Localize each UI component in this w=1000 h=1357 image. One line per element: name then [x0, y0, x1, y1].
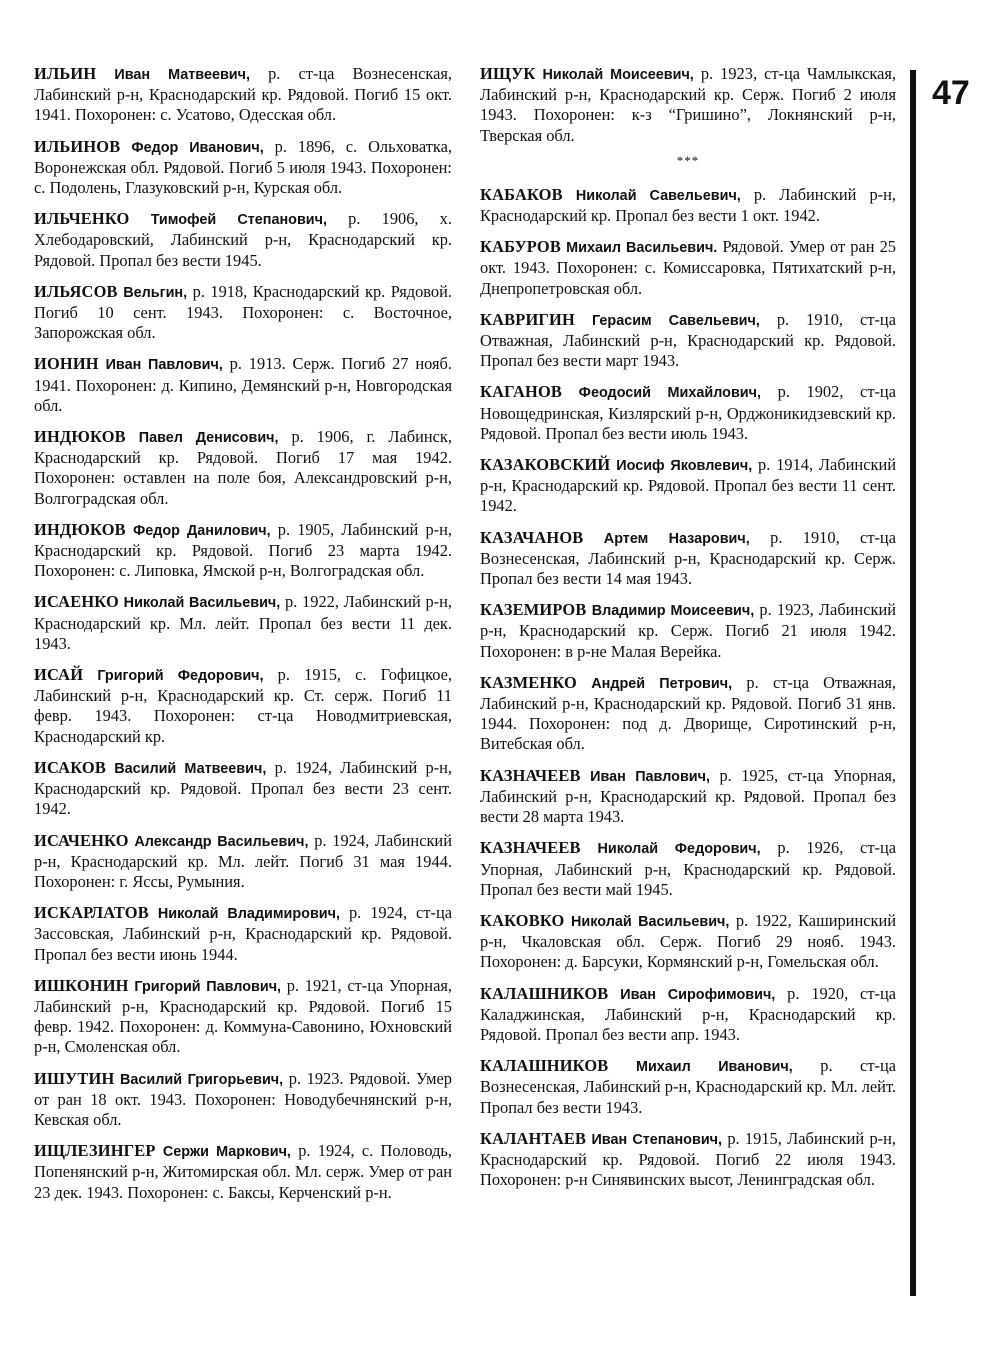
entry-text: р. 1906, х. Хлебодаровский, Лабинский р-н, Краснодарский кр. Рядовой. Пропал без вести 1945. — [34, 209, 452, 270]
entry-surname: ИЛЬЧЕНКО — [34, 209, 130, 229]
entry — [34, 903, 452, 965]
entry-given-name: Николай Федорович, — [597, 841, 761, 858]
entry — [34, 137, 452, 199]
entry — [34, 831, 452, 893]
entry — [480, 911, 896, 973]
entry-given-name: Михаил Васильевич. — [566, 240, 718, 257]
entry-text: р. 1924, Лабинский р-н, Краснодарский кр. Мл. лейт. Погиб 31 мая 1944. Похоронен: г. Яссы, Румыния. — [34, 830, 452, 891]
margin-rule — [910, 70, 916, 1296]
entry-text: р. 1924, Лабинский р-н, Краснодарский кр. Рядовой. Пропал без вести 23 сент. 1942. — [34, 757, 452, 819]
entry-given-name: Артем Назарович, — [603, 530, 750, 547]
entry-surname: КАЗНАЧЕЕВ — [480, 838, 581, 858]
entry-given-name: Федор Данилович, — [132, 522, 271, 539]
entry-text: р. 1918, Краснодарский кр. Рядовой. Погиб 10 сент. 1943. Похоронен: с. Восточное, Запорожская обл. — [34, 281, 452, 343]
entry — [34, 520, 452, 582]
entry-given-name: Павел Денисович, — [138, 430, 279, 447]
entry-surname: ИСАЕНКО — [34, 592, 119, 612]
entry-surname: КАЛАШНИКОВ — [480, 983, 609, 1003]
entry-given-name: Василий Григорьевич, — [120, 1071, 284, 1088]
entry-given-name: Михаил Иванович, — [635, 1059, 793, 1076]
entry — [480, 1056, 896, 1118]
entry-given-name: Николай Васильевич, — [123, 595, 281, 612]
entry — [480, 455, 896, 517]
entry — [34, 427, 452, 509]
entry-text: р. 1910, ст-ца Отважная, Лабинский р-н, Краснодарский кр. Рядовой. Пропал без вести март 1943. — [480, 309, 896, 371]
entry-text: р. 1913. Серж. Погиб 27 нояб. 1941. Похоронен: д. Кипино, Демянский р-н, Новгородская обл. — [34, 354, 452, 415]
entry-surname: ИЛЬИН — [34, 64, 97, 83]
entry-surname: ИСАКОВ — [34, 757, 106, 777]
left-column — [34, 64, 452, 1214]
entry — [34, 354, 452, 416]
entry-text: р. 1921, ст-ца Упорная, Лабинский р-н, Краснодарский кр. Рядовой. Погиб 15 февр. 1942. Похоронен: д. Коммуна-Савонино, Юхновский р-н, Смоленская обл. — [34, 975, 452, 1057]
entry — [34, 976, 452, 1058]
entry-text: р. 1924, с. Половодь, Попенянский р-н, Житомирская обл. Мл. серж. Умер от ран 23 дек. 1943. Похоронен: с. Баксы, Керченский р-н. — [34, 1141, 453, 1202]
entry-text: р. 1924, ст-ца Зассовская, Лабинский р-н, Краснодарский кр. Рядовой. Пропал без вести июнь 1944. — [34, 903, 452, 964]
entry-given-name: Николай Владимирович, — [157, 906, 341, 923]
entry-surname: КАВРИГИН — [480, 309, 575, 329]
entry-text: р. ст-ца Вознесенская, Лабинский р-н, Краснодарский кр. Рядовой. Погиб 15 окт. 1941. Похоронен: с. Усатово, Одесская обл. — [34, 64, 452, 125]
entry — [34, 64, 452, 126]
entry-text: р. 1905, Лабинский р-н, Краснодарский кр. Рядовой. Погиб 23 марта 1942. Похоронен: с. Липовка, Ямской р-н, Волгоградская обл. — [34, 519, 453, 581]
entry-given-name: Иван Степанович, — [591, 1131, 723, 1148]
entry — [34, 665, 452, 747]
section-separator: *** — [676, 152, 700, 168]
entry — [34, 592, 452, 654]
entry-surname: КАКОВКО — [480, 910, 565, 930]
entry-surname: ИОНИН — [34, 354, 99, 374]
entry-text: р. 1914, Лабинский р-н, Краснодарский кр. Рядовой. Пропал без вести 11 сент. 1942. — [480, 455, 896, 516]
entry-surname: ИНДЮКОВ — [34, 519, 126, 539]
entry-surname: КАЛАНТАЕВ — [480, 1128, 587, 1148]
entry-surname: КАЗЕМИРОВ — [480, 600, 587, 620]
entry-text: Рядовой. Умер от ран 25 окт. 1943. Похоронен: с. Комиссаровка, Пятихатский р-н, Днепропетровская обл. — [480, 237, 896, 298]
entry-text: р. 1923, Лабинский р-н, Краснодарский кр. Серж. Погиб 21 июля 1942. Похоронен: в р-не Малая Верейка. — [480, 600, 896, 661]
entry-given-name: Иван Павлович, — [105, 357, 223, 374]
entry-surname: КАБАКОВ — [480, 184, 563, 204]
page-number: 47 — [932, 74, 970, 112]
entry-surname: ИСАЧЕНКО — [34, 830, 129, 850]
entry — [480, 1129, 896, 1191]
entry-text: р. 1920, ст-ца Каладжинская, Лабинский р-н, Краснодарский кр. Рядовой. Пропал без вести апр. 1943. — [480, 983, 896, 1044]
entry-text: р. Лабинский р-н, Краснодарский кр. Пропал без вести 1 окт. 1942. — [480, 184, 896, 226]
entry-given-name: Григорий Федорович, — [97, 668, 264, 685]
entry — [34, 1069, 452, 1131]
entry-text: р. 1906, г. Лабинск, Краснодарский кр. Рядовой. Погиб 17 мая 1942. Похоронен: оставлен на поле боя, Александровский р-н, Волгоградская обл. — [34, 427, 452, 508]
entry-surname: ИЩУК — [480, 64, 536, 83]
entry-surname: ИЛЬИНОВ — [34, 136, 121, 156]
entry-given-name: Василий Матвеевич, — [114, 760, 267, 777]
entry-given-name: Иван Сирофимович, — [620, 986, 776, 1003]
entry-text: р. 1902, ст-ца Новощедринская, Кизлярский р-н, Орджоникидзевский кр. Рядовой. Пропал без вести июль 1943. — [480, 382, 896, 443]
entry-given-name: Феодосий Михайлович, — [578, 385, 761, 402]
entry — [480, 382, 896, 444]
entry-surname: КАЗАЧАНОВ — [480, 527, 584, 547]
entry-given-name: Николай Моисеевич, — [542, 67, 694, 83]
entry — [480, 310, 896, 372]
entry-text: р. ст-ца Вознесенская, Лабинский р-н, Краснодарский кр. Мл. лейт. Пропал без вести 1943. — [480, 1056, 896, 1117]
entry-surname: ИШУТИН — [34, 1068, 115, 1088]
entry — [480, 600, 896, 662]
entry-surname: ИСКАРЛАТОВ — [34, 903, 149, 923]
entry-text: р. 1910, ст-ца Вознесенская, Лабинский р-н, Краснодарский кр. Серж. Пропал без вести 14 мая 1943. — [480, 527, 896, 589]
entry-surname: ИЩЛЕЗИНГЕР — [34, 1141, 156, 1161]
entry-surname: КАЗМЕНКО — [480, 672, 577, 692]
entry-text: р. 1926, ст-ца Упорная, Лабинский р-н, Краснодарский кр. Рядовой. Пропал без вести май 1945. — [480, 838, 896, 899]
entry — [34, 1141, 452, 1203]
entry-surname: КАГАНОВ — [480, 382, 563, 402]
entry-surname: ИСАЙ — [34, 665, 84, 685]
entry — [480, 528, 896, 590]
entry-given-name: Николай Васильевич, — [571, 913, 730, 930]
entry-text: р. 1925, ст-ца Упорная, Лабинский р-н, Краснодарский кр. Рядовой. Пропал без вести 28 марта 1943. — [480, 765, 896, 827]
entry-given-name: Федор Иванович, — [131, 139, 264, 156]
entry-text: р. 1923, ст-ца Чамлыкская, Лабинский р-н, Краснодарский кр. Серж. Погиб 2 июля 1943. Похоронен: к-з “Гришино”, Локнянский р-н, Тверская обл. — [480, 64, 897, 145]
entry-surname: КАБУРОВ — [480, 237, 562, 257]
entry-text: р. 1915, с. Гофицкое, Лабинский р-н, Краснодарский кр. Ст. серж. Погиб 11 февр. 1943. Похоронен: ст-ца Новодмитриевская, Краснодарский кр. — [34, 665, 452, 746]
entry — [480, 64, 896, 146]
entry-given-name: Иван Павлович, — [590, 768, 711, 785]
entry — [34, 282, 452, 344]
entry-surname: ИЛЬЯСОВ — [34, 281, 118, 301]
entry-surname: ИНДЮКОВ — [34, 427, 126, 447]
entry-given-name: Александр Васильевич, — [134, 833, 309, 850]
entry-text: р. 1922, Лабинский р-н, Краснодарский кр. Мл. лейт. Пропал без вести 11 дек. 1943. — [34, 592, 452, 653]
entry-given-name: Герасим Савельевич, — [591, 312, 760, 329]
entry-text: р. 1922, Каширинский р-н, Чкаловская обл. Серж. Погиб 29 нояб. 1943. Похоронен: д. Барсуки, Кормянский р-н, Гомельская обл. — [480, 910, 896, 972]
entry-text: р. 1923. Рядовой. Умер от ран 18 окт. 1943. Похоронен: Новодубечнянский р-н, Кевская обл. — [34, 1068, 453, 1129]
entry-given-name: Владимир Моисеевич, — [591, 603, 755, 620]
entry-given-name: Вельгин, — [123, 284, 188, 301]
entry-given-name: Иван Матвеевич, — [114, 67, 250, 83]
entry — [34, 758, 452, 820]
entry-surname: КАЗНАЧЕЕВ — [480, 765, 581, 785]
entry — [480, 237, 896, 299]
entry — [480, 838, 896, 900]
entry-given-name: Иосиф Яковлевич, — [616, 458, 753, 475]
entry — [480, 766, 896, 828]
right-column — [480, 64, 896, 1201]
entry-given-name: Сержи Маркович, — [162, 1144, 291, 1161]
entry-surname: ИШКОНИН — [34, 975, 129, 995]
entry — [34, 209, 452, 271]
entry-text: р. 1896, с. Ольховатка, Воронежская обл. Рядовой. Погиб 5 июля 1943. Похоронен: с. Подолень, Глазуковский р-н, Курская обл. — [34, 136, 452, 198]
entry-given-name: Григорий Павлович, — [134, 978, 282, 995]
entry-surname: КАЗАКОВСКИЙ — [480, 455, 611, 475]
entry-text: р. 1915, Лабинский р-н, Краснодарский кр. Рядовой. Погиб 22 июля 1943. Похоронен: р-н Синявинских высот, Ленинградская обл. — [480, 1128, 896, 1190]
entry-surname: КАЛАШНИКОВ — [480, 1056, 609, 1076]
entry-text: р. ст-ца Отважная, Лабинский р-н, Краснодарский кр. Рядовой. Погиб 31 янв. 1944. Похоронен: под д. Дворище, Сиротинский р-н, Витебская обл. — [480, 672, 896, 754]
entry-given-name: Тимофей Степанович, — [150, 212, 328, 229]
entry — [480, 984, 896, 1046]
entry — [480, 185, 896, 226]
entry — [480, 673, 896, 755]
entry-given-name: Андрей Петрович, — [591, 675, 733, 692]
entry-given-name: Николай Савельевич, — [575, 187, 741, 204]
